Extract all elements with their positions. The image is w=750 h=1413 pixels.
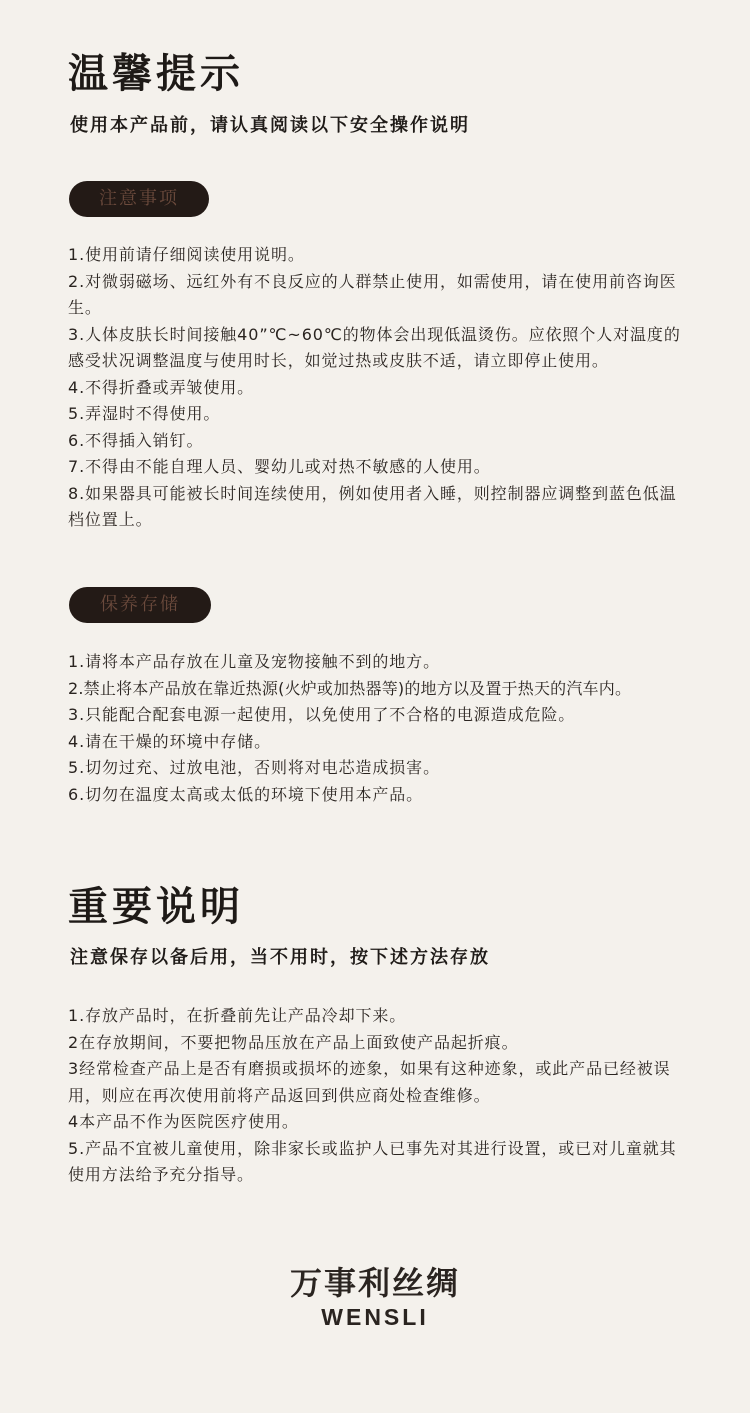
important-title: 重要说明 bbox=[68, 884, 244, 930]
list-item: 4本产品不作为医院医疗使用。 bbox=[68, 1112, 299, 1131]
storage-badge: 保养存储 bbox=[69, 587, 211, 623]
list-item: 5.切勿过充、过放电池，否则将对电芯造成损害。 bbox=[68, 758, 440, 777]
list-item: 4.不得折叠或弄皱使用。 bbox=[68, 377, 255, 397]
list-item: 2.对微弱磁场、远红外有不良反应的人群禁止使用，如需使用，请在使用前咨询医生。 bbox=[68, 271, 677, 317]
list-item: 8.如果器具可能被长时间连续使用，例如使用者入睡，则控制器应调整到蓝色低温档位置上。 bbox=[68, 483, 677, 529]
list-item: 6.不得插入销钉。 bbox=[68, 430, 204, 450]
list-item: 1.请将本产品存放在儿童及宠物接触不到的地方。 bbox=[68, 652, 440, 671]
list-item: 1.使用前请仔细阅读使用说明。 bbox=[68, 245, 305, 264]
list-item: 1.存放产品时，在折叠前先让产品冷却下来。 bbox=[68, 1006, 407, 1025]
precautions-badge: 注意事项 bbox=[69, 181, 209, 217]
list-item: 7.不得由不能自理人员、婴幼儿或对热不敏感的人使用。 bbox=[68, 457, 491, 476]
list-item: 3.人体皮肤长时间接触40”℃~60℃的物体会出现低温烫伤。应依照个人对温度的感受状况调整温度与使用时长，如觉过热或皮肤不适，请立即停止使用。 bbox=[68, 324, 681, 370]
precautions-list bbox=[68, 242, 692, 534]
storage-list bbox=[68, 649, 692, 808]
list-item: 3.只能配合配套电源一起使用，以免使用了不合格的电源造成危险。 bbox=[68, 705, 576, 724]
list-item: 2.禁止将本产品放在靠近热源(火炉或加热器等)的地方以及置于热天的汽车内。 bbox=[68, 678, 632, 698]
list-item: 4.请在干燥的环境中存储。 bbox=[68, 731, 271, 751]
list-item: 3经常检查产品上是否有磨损或损坏的迹象，如果有这种迹象，或此产品已经被误用，则应在再次使用前将产品返回到供应商处检查维修。 bbox=[68, 1059, 671, 1105]
list-item: 6.切勿在温度太高或太低的环境下使用本产品。 bbox=[68, 784, 424, 804]
notice-title: 温馨提示 bbox=[68, 51, 244, 97]
brand-logo-chinese: 万事利丝绸 bbox=[289, 1264, 460, 1302]
notice-subtitle: 使用本产品前，请认真阅读以下安全操作说明 bbox=[70, 115, 470, 136]
list-item: 5.弄湿时不得使用。 bbox=[68, 404, 221, 423]
important-list bbox=[68, 1003, 692, 1189]
list-item: 2在存放期间，不要把物品压放在产品上面致使产品起折痕。 bbox=[68, 1032, 519, 1052]
important-subtitle: 注意保存以备后用，当不用时，按下述方法存放 bbox=[70, 947, 490, 968]
list-item: 5.产品不宜被儿童使用，除非家长或监护人已事先对其进行设置，或已对儿童就其使用方法给予充分指导。 bbox=[68, 1138, 677, 1184]
brand-logo-english: WENSLI bbox=[321, 1304, 429, 1330]
